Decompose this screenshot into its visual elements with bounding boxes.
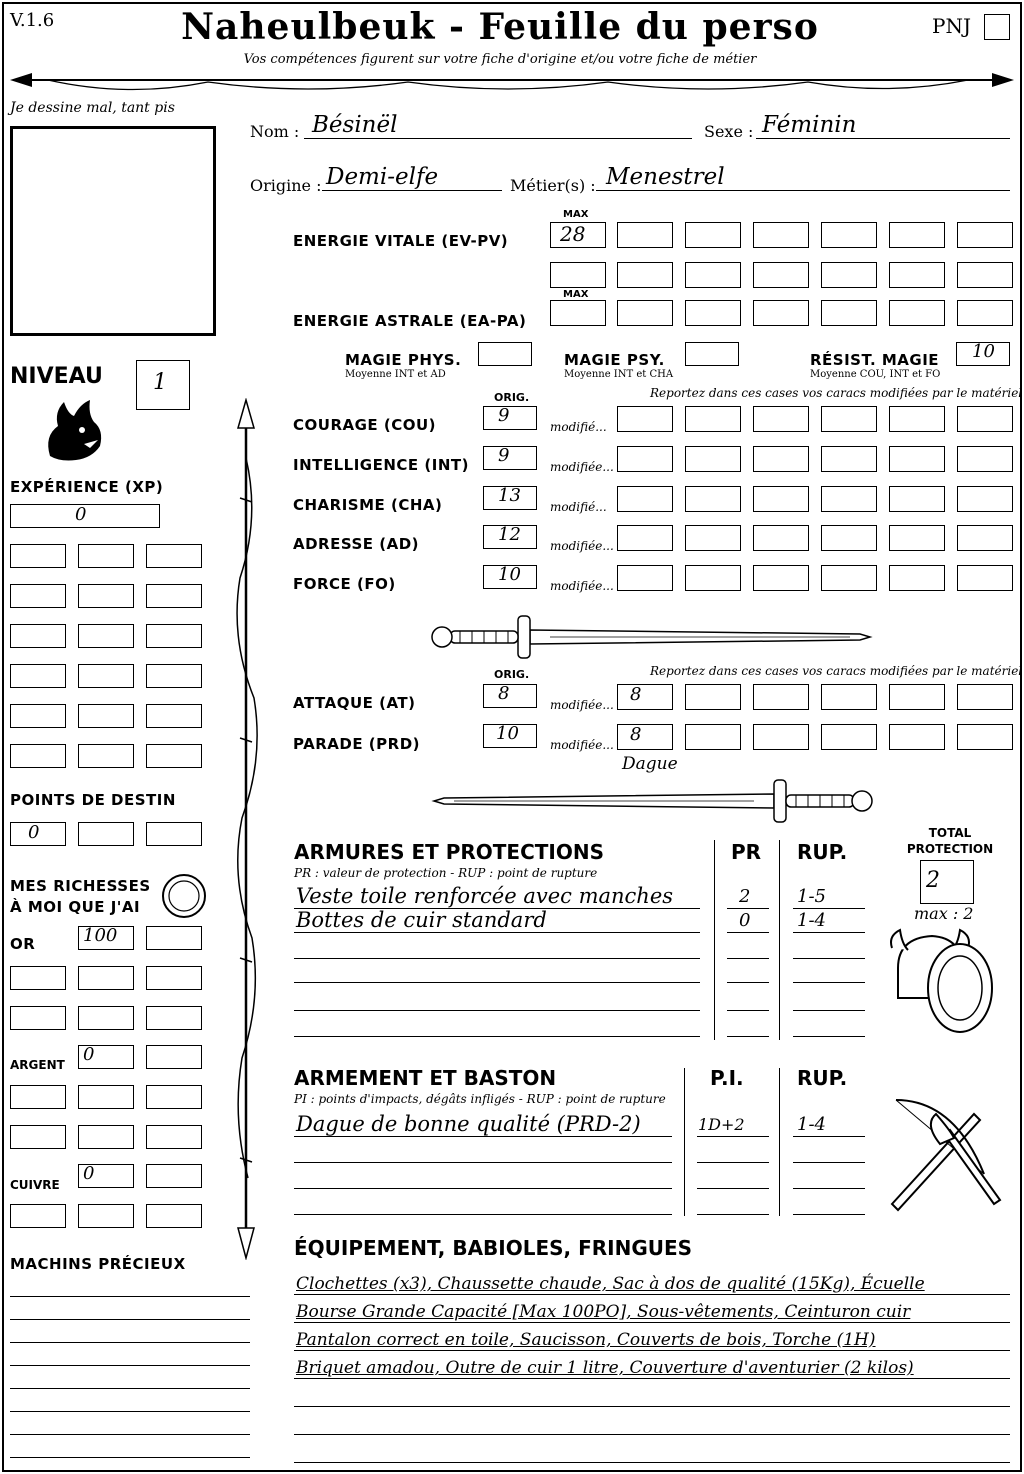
arme-rup-line[interactable] [793,1188,865,1189]
sexe-label: Sexe : [704,122,754,141]
origine-field[interactable]: Demi-elfe [326,164,439,190]
sheet-title: Naheulbeuk - Feuille du perso [181,6,819,48]
armure-rup-line[interactable] [793,982,865,983]
armement-note: PI : points d'impacts, dégâts infligés - RUP : point de rupture [294,1092,666,1106]
xp-grid-box[interactable] [10,744,66,768]
ea-row-box-1[interactable] [617,300,673,326]
xp-grid-box[interactable] [78,544,134,568]
armure-name: Veste toile renforcée avec manches [296,884,674,908]
carac-2-box-6[interactable] [957,486,1013,512]
armure-pr-line[interactable] [727,958,769,959]
prd-row-box-3[interactable] [753,724,809,750]
prd-row-box-2[interactable] [685,724,741,750]
niveau-label: NIVEAU [10,364,103,389]
arme-pi-line[interactable] [697,1188,769,1189]
armure-pr: 2 [739,886,751,907]
carac-3-box-3[interactable] [753,525,809,551]
prd-label: PARADE (PRD) [293,735,421,753]
carac-3-box-1[interactable] [617,525,673,551]
armure-line[interactable] [294,932,700,933]
at-row-box-5[interactable] [889,684,945,710]
arme-line[interactable] [294,1136,672,1137]
carac-0-box-3[interactable] [753,406,809,432]
arme-pi-line[interactable] [697,1162,769,1163]
destin-value: 0 [28,822,40,843]
helmet-shield-icon [888,928,998,1038]
cuivre-value: 0 [83,1163,95,1184]
carac-2-box-1[interactable] [617,486,673,512]
armure-pr-line[interactable] [727,932,769,933]
magie-psy-note: Moyenne INT et CHA [564,369,674,380]
machins-line[interactable] [10,1457,250,1458]
ev-row2-box-6[interactable] [957,262,1013,288]
prd-mod-label: modifiée... [550,738,614,752]
at-mod-box[interactable] [617,684,673,710]
arme-pi-line[interactable] [697,1136,769,1137]
magie-psy-box[interactable] [685,342,739,366]
magie-psy-label: MAGIE PSY. [564,351,665,369]
armure-pr-line[interactable] [727,982,769,983]
sword-illustration-2 [430,776,874,826]
at-orig-value: 8 [498,683,510,704]
carac-2-box-5[interactable] [889,486,945,512]
total-protection-max: max : 2 [914,904,974,923]
equipement-line[interactable] [294,1406,1010,1407]
ea-row-box-5[interactable] [889,300,945,326]
money-box[interactable] [78,1125,134,1149]
carac-4-box-6[interactable] [957,565,1013,591]
armures-col-divider-1 [714,840,715,1040]
xp-grid-box[interactable] [146,544,202,568]
ea-row-box-2[interactable] [685,300,741,326]
carac-3-box-2[interactable] [685,525,741,551]
ev-row1-box-1[interactable] [617,222,673,248]
carac-orig-value: 9 [498,445,510,466]
at-row-box-4[interactable] [821,684,877,710]
armure-pr: 0 [739,910,751,931]
resist-magie-note: Moyenne COU, INT et FO [810,369,941,380]
carac-mod-label: modifiée... [550,539,614,553]
ea-max-label: MAX [563,289,589,300]
armure-rup-line[interactable] [793,958,865,959]
ev-row1-box-2[interactable] [685,222,741,248]
combat-note: Reportez dans ces cases vos caracs modifiées par le matériel [650,664,1023,678]
resist-magie-label: RÉSIST. MAGIE [810,351,940,369]
xp-grid-box[interactable] [146,664,202,688]
or-value: 100 [83,925,118,946]
money-box[interactable] [10,1085,66,1109]
money-box[interactable] [146,1204,202,1228]
armement-title: ARMEMENT ET BASTON [294,1066,557,1090]
armure-line[interactable] [294,1036,700,1037]
prd-row-box-5[interactable] [889,724,945,750]
armement-col-divider-2 [779,1068,780,1216]
sword-illustration [430,612,874,662]
ea-label: ENERGIE ASTRALE (EA-PA) [293,312,527,330]
cuivre-box-2[interactable] [146,1164,202,1188]
ev-label: ENERGIE VITALE (EV-PV) [293,232,509,250]
xp-grid-box[interactable] [10,664,66,688]
carac-0-box-2[interactable] [685,406,741,432]
metier-field[interactable]: Menestrel [606,164,725,190]
origine-label: Origine : [250,176,322,195]
at-label: ATTAQUE (AT) [293,694,416,712]
arme-rup-line[interactable] [793,1136,865,1137]
carac-label: ADRESSE (AD) [293,535,420,553]
xp-grid-box[interactable] [10,544,66,568]
arme-rup: 1-4 [797,1114,826,1135]
equipement-line-text: Briquet amadou, Outre de cuir 1 litre, Couverture d'aventurier (2 kilos) [296,1358,914,1378]
weapon-note: Dague [622,754,678,774]
portrait-box[interactable] [10,126,216,336]
arme-line[interactable] [294,1162,672,1163]
carac-3-box-5[interactable] [889,525,945,551]
machins-line[interactable] [10,1296,250,1297]
xp-value: 0 [75,504,87,525]
carac-4-box-4[interactable] [821,565,877,591]
at-row-box-3[interactable] [753,684,809,710]
ea-row-box-3[interactable] [753,300,809,326]
money-box[interactable] [78,966,134,990]
spear-divider [8,68,1016,102]
magie-phys-note: Moyenne INT et AD [345,369,446,380]
carac-1-box-5[interactable] [889,446,945,472]
carac-2-box-2[interactable] [685,486,741,512]
ea-row-box-6[interactable] [957,300,1013,326]
equipement-line-text: Bourse Grande Capacité [Max 100PO], Sous-vêtements, Ceinturon cuir [296,1302,911,1322]
ev-row2-box-1[interactable] [617,262,673,288]
ev-max-label: MAX [563,209,589,220]
money-box[interactable] [146,1006,202,1030]
machins-line[interactable] [10,1319,250,1320]
armure-rup: 1-4 [797,910,826,931]
prd-mod-box[interactable] [617,724,673,750]
equipement-line[interactable] [294,1350,1010,1351]
origine-line [322,190,502,191]
carac-mod-label: modifié... [550,500,607,514]
pi-label: P.I. [710,1066,744,1090]
ev-row1-box-5[interactable] [889,222,945,248]
carac-label: CHARISME (CHA) [293,496,443,514]
vertical-spear [226,398,266,1260]
carac-0-box-6[interactable] [957,406,1013,432]
prd-mod-value: 8 [630,724,642,745]
nom-label: Nom : [250,122,300,141]
metier-line [596,190,1010,191]
total-protection-label-1: TOTAL [928,826,972,840]
pnj-label: PNJ [932,14,971,38]
money-box[interactable] [78,1204,134,1228]
magie-phys-box[interactable] [478,342,532,366]
armure-rup-line[interactable] [793,932,865,933]
equipement-line[interactable] [294,1322,1010,1323]
armure-pr-line[interactable] [727,908,769,909]
destin-label: POINTS DE DESTIN [10,791,176,809]
carac-4-box-2[interactable] [685,565,741,591]
nom-line [304,138,692,139]
xp-label: EXPÉRIENCE (XP) [10,478,164,496]
equipement-line-text: Clochettes (x3), Chaussette chaude, Sac à dos de qualité (15Kg), Écuelle [296,1274,925,1294]
xp-grid-box[interactable] [78,584,134,608]
coin-icon [160,872,208,920]
caracs-orig-label: ORIG. [494,391,530,404]
equipement-line[interactable] [294,1434,1010,1435]
money-box[interactable] [10,1006,66,1030]
machins-line[interactable] [10,1411,250,1412]
carac-0-box-5[interactable] [889,406,945,432]
ev-row2-box-4[interactable] [821,262,877,288]
carac-1-box-2[interactable] [685,446,741,472]
carac-mod-label: modifiée... [550,460,614,474]
machins-line[interactable] [10,1365,250,1366]
armure-pr-line[interactable] [727,1036,769,1037]
money-box[interactable] [78,1006,134,1030]
xp-grid-box[interactable] [78,664,134,688]
ev-max-value: 28 [560,222,586,246]
armures-title: ARMURES ET PROTECTIONS [294,840,604,864]
richesses-label-1: MES RICHESSES [10,877,151,895]
xp-grid-box[interactable] [146,744,202,768]
carac-orig-value: 12 [498,524,521,545]
xp-grid-box[interactable] [78,624,134,648]
sexe-line [756,138,1010,139]
arme-rup-line[interactable] [793,1214,865,1215]
carac-1-box-6[interactable] [957,446,1013,472]
armure-line[interactable] [294,982,700,983]
carac-1-box-4[interactable] [821,446,877,472]
at-mod-value: 8 [630,684,642,705]
xp-grid-box[interactable] [10,704,66,728]
armures-note: PR : valeur de protection - RUP : point de rupture [294,866,598,880]
at-row-box-2[interactable] [685,684,741,710]
cuivre-label: CUIVRE [10,1178,60,1192]
arme-pi-line[interactable] [697,1214,769,1215]
ev-row1-box-3[interactable] [753,222,809,248]
total-protection-label-2: PROTECTION [906,842,994,856]
combat-orig-label: ORIG. [494,668,530,681]
magie-phys-label: MAGIE PHYS. [345,351,462,369]
ea-max-box[interactable] [550,300,606,326]
machins-line[interactable] [10,1342,250,1343]
ev-row2-box-5[interactable] [889,262,945,288]
armure-line[interactable] [294,958,700,959]
ev-row2-box-3[interactable] [753,262,809,288]
portrait-caption: Je dessine mal, tant pis [10,100,175,116]
carac-label: COURAGE (COU) [293,416,437,434]
armure-rup-line[interactable] [793,1010,865,1011]
money-box[interactable] [146,966,202,990]
xp-grid-box[interactable] [78,744,134,768]
machins-label: MACHINS PRÉCIEUX [10,1255,186,1273]
machins-line[interactable] [10,1434,250,1435]
at-mod-label: modifiée... [550,698,614,712]
carac-4-box-3[interactable] [753,565,809,591]
armure-name: Bottes de cuir standard [296,908,547,932]
total-protection-value: 2 [926,868,940,893]
money-box[interactable] [78,1085,134,1109]
argent-box-2[interactable] [146,1045,202,1069]
carac-orig-box[interactable] [483,406,537,430]
prd-row-box-4[interactable] [821,724,877,750]
carac-mod-label: modifiée... [550,579,614,593]
arme-rup-line[interactable] [793,1162,865,1163]
machins-line[interactable] [10,1388,250,1389]
or-box-2[interactable] [146,926,202,950]
xp-grid-box[interactable] [146,624,202,648]
carac-4-box-5[interactable] [889,565,945,591]
ev-row1-box-6[interactable] [957,222,1013,248]
carac-3-box-4[interactable] [821,525,877,551]
arme-pi: 1D+2 [698,1115,745,1134]
carac-3-box-6[interactable] [957,525,1013,551]
carac-mod-label: modifié... [550,420,607,434]
argent-value: 0 [83,1044,95,1065]
equipement-line[interactable] [294,1294,1010,1295]
or-label: OR [10,935,36,953]
carac-0-box-1[interactable] [617,406,673,432]
armure-rup: 1-5 [797,886,826,907]
at-row-box-6[interactable] [957,684,1013,710]
dragon-icon [40,396,106,464]
ev-row1-box-4[interactable] [821,222,877,248]
ev-row2-box-0[interactable] [550,262,606,288]
sheet-subtitle: Vos compétences figurent sur votre fiche d'origine et/ou votre fiche de métier [243,52,757,67]
carac-label: FORCE (FO) [293,575,396,593]
money-box[interactable] [10,1204,66,1228]
carac-orig-box[interactable] [483,446,537,470]
arme-line[interactable] [294,1214,672,1215]
equipement-line-text: Pantalon correct en toile, Saucisson, Couverts de bois, Torche (1H) [296,1330,876,1350]
metier-label: Métier(s) : [510,176,596,195]
armure-pr-line[interactable] [727,1010,769,1011]
carac-1-box-3[interactable] [753,446,809,472]
equipement-line[interactable] [294,1462,1010,1463]
version-label: V.1.6 [10,10,55,31]
carac-label: INTELLIGENCE (INT) [293,456,469,474]
ea-row-box-4[interactable] [821,300,877,326]
xp-grid-box[interactable] [10,624,66,648]
equipement-title: ÉQUIPEMENT, BABIOLES, FRINGUES [294,1236,693,1260]
pnj-checkbox[interactable] [984,14,1010,40]
carac-orig-value: 10 [498,564,521,585]
armure-rup-line[interactable] [793,908,865,909]
xp-grid-box[interactable] [78,704,134,728]
carac-2-box-3[interactable] [753,486,809,512]
prd-orig-value: 10 [496,723,519,744]
armement-col-divider-1 [684,1068,685,1216]
ev-row2-box-2[interactable] [685,262,741,288]
carac-1-box-1[interactable] [617,446,673,472]
nom-field[interactable]: Bésinël [312,112,398,138]
richesses-label-2: À MOI QUE J'AI [10,898,141,916]
carac-4-box-1[interactable] [617,565,673,591]
pr-label: PR [731,840,762,864]
armures-rup-label: RUP. [797,840,848,864]
carac-2-box-4[interactable] [821,486,877,512]
arme-name: Dague de bonne qualité (PRD-2) [296,1112,641,1136]
xp-grid-box[interactable] [146,584,202,608]
niveau-value: 1 [153,370,167,395]
weapons-icon [884,1094,1006,1218]
armure-line[interactable] [294,1010,700,1011]
money-box[interactable] [10,966,66,990]
money-box[interactable] [146,1125,202,1149]
armure-rup-line[interactable] [793,1036,865,1037]
carac-orig-value: 13 [498,485,521,506]
carac-0-box-4[interactable] [821,406,877,432]
at-orig-box[interactable] [483,684,537,708]
xp-grid-box[interactable] [146,704,202,728]
destin-box-3[interactable] [146,822,202,846]
money-box[interactable] [146,1085,202,1109]
caracs-note: Reportez dans ces cases vos caracs modifiées par le matériel [650,386,1023,400]
sexe-field[interactable]: Féminin [762,112,857,138]
xp-grid-box[interactable] [10,584,66,608]
armures-col-divider-2 [779,840,780,1040]
destin-box-2[interactable] [78,822,134,846]
arme-line[interactable] [294,1188,672,1189]
prd-row-box-6[interactable] [957,724,1013,750]
armement-rup-label: RUP. [797,1066,848,1090]
argent-label: ARGENT [10,1058,65,1072]
resist-magie-value: 10 [972,341,995,362]
money-box[interactable] [10,1125,66,1149]
carac-orig-value: 9 [498,405,510,426]
equipement-line[interactable] [294,1378,1010,1379]
